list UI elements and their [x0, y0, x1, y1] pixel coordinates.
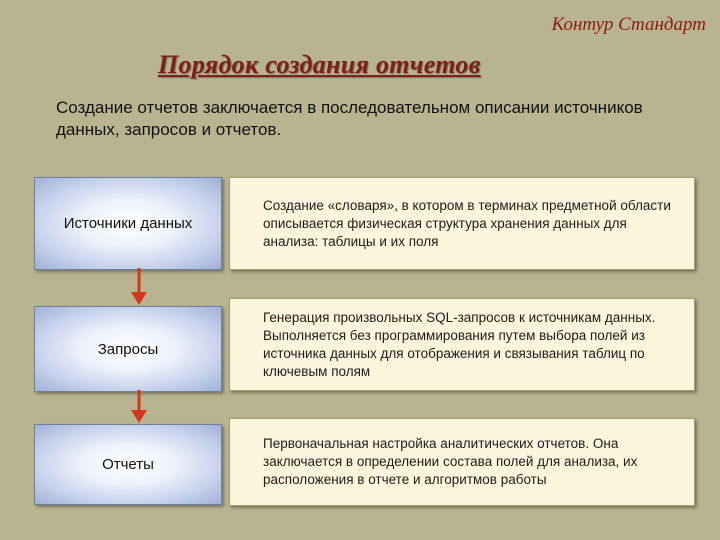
step-label: Запросы [97, 340, 159, 358]
arrow-down-icon [129, 390, 149, 424]
intro-text: Создание отчетов заключается в последовательном описании источников данных, запросов и отчетов. [56, 98, 643, 139]
step-box-queries [34, 306, 222, 392]
step-box-data-sources [34, 177, 222, 270]
step-box-reports [34, 424, 222, 505]
step-description-text: Первоначальная настройка аналитических отчетов. Она заключается в определении состава полей для анализа, их расположения в отчете и алгоритмов работы [263, 436, 638, 487]
arrow-down-icon [129, 268, 149, 306]
step-label: Источники данных [63, 215, 193, 232]
step-description-text: Создание «словаря», в котором в терминах предметной области описывается физическая структура хранения данных для анализа: таблицы и их поля [263, 197, 671, 249]
step-description-data-sources [229, 177, 695, 270]
step-description-reports [229, 418, 695, 506]
step-description-text: Генерация произвольных SQL-запросов к источникам данных. Выполняется без программирования путем выбора полей из источника данных для отображения и связывания таблиц по ключевым полям [263, 309, 656, 379]
page-title: Порядок создания отчетов [158, 50, 481, 79]
step-description-queries [229, 298, 695, 391]
step-label: Отчеты [102, 456, 154, 473]
brand-logo-text: Контур Стандарт [551, 14, 706, 35]
